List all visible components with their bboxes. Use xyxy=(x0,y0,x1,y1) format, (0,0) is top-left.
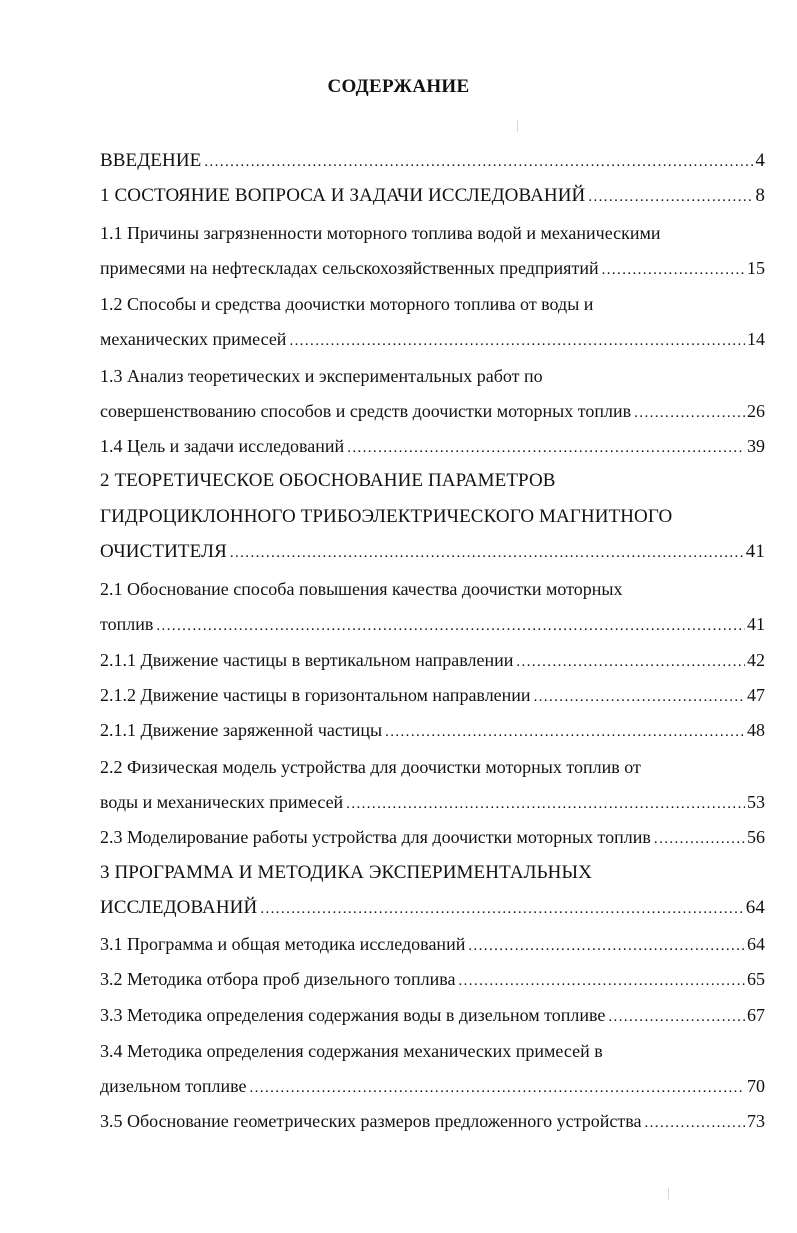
toc-leader-dots xyxy=(346,793,745,815)
toc-entry-2-1-line-1 xyxy=(100,578,765,600)
toc-leader-dots xyxy=(458,970,745,992)
toc-page-number: 53 xyxy=(747,792,765,812)
toc-leader-dots xyxy=(260,898,743,920)
toc-leader-dots xyxy=(534,686,745,708)
toc-entry-title: 3.2 Методика отбора проб дизельного топлива xyxy=(100,969,456,989)
toc-leader-dots xyxy=(204,151,753,173)
toc-entry-3-4-line-2 xyxy=(100,1075,765,1099)
toc-leader-dots xyxy=(588,186,753,208)
toc-entry-title: воды и механических примесей xyxy=(100,792,344,812)
scan-speck xyxy=(517,120,518,132)
toc-entry-1-2-line-1 xyxy=(100,293,765,315)
toc-leader-dots xyxy=(654,828,745,850)
toc-entry-title: ВВЕДЕНИЕ xyxy=(100,150,202,171)
toc-entry-3-4-line-1 xyxy=(100,1040,765,1062)
toc-entry-3-5 xyxy=(100,1110,765,1134)
toc-leader-dots xyxy=(156,615,745,637)
toc-page-number: 47 xyxy=(747,685,765,705)
toc-entry-title: 2.1 Обоснование способа повышения качества доочистки моторных xyxy=(100,579,623,599)
toc-entry-title: ИССЛЕДОВАНИЙ xyxy=(100,897,258,918)
toc-page-number: 8 xyxy=(755,185,765,206)
toc-entry-1-1-line-1 xyxy=(100,222,765,244)
toc-entry-title: 1.2 Способы и средства доочистки моторного топлива от воды и xyxy=(100,294,594,314)
toc-entry-title: 2 ТЕОРЕТИЧЕСКОЕ ОБОСНОВАНИЕ ПАРАМЕТРОВ xyxy=(100,470,556,491)
toc-page-number: 56 xyxy=(747,827,765,847)
toc-page-number: 64 xyxy=(747,934,765,954)
toc-entry-title: 1.1 Причины загрязненности моторного топлива водой и механическими xyxy=(100,223,661,243)
scan-speck xyxy=(668,1188,669,1200)
toc-entry-2-2-line-2 xyxy=(100,791,765,815)
toc-entry-3-3 xyxy=(100,1004,765,1028)
toc-entry-title: 3.1 Программа и общая методика исследований xyxy=(100,934,466,954)
toc-entry-title: 2.3 Моделирование работы устройства для доочистки моторных топлив xyxy=(100,827,651,847)
toc-leader-dots xyxy=(250,1077,745,1099)
toc-entry-title: 1.4 Цель и задачи исследований xyxy=(100,436,345,456)
toc-entry-chapter-2-line-1 xyxy=(100,470,765,492)
toc-entry-title: 3.3 Методика определения содержания воды в дизельном топливе xyxy=(100,1005,606,1025)
toc-leader-dots xyxy=(634,402,745,424)
toc-entry-title: топлив xyxy=(100,614,154,634)
toc-entry-title: 2.1.2 Движение частицы в горизонтальном направлении xyxy=(100,685,531,705)
toc-entry-title: 3 ПРОГРАММА И МЕТОДИКА ЭКСПЕРИМЕНТАЛЬНЫХ xyxy=(100,862,592,883)
toc-leader-dots xyxy=(385,721,745,743)
toc-entry-title: дизельном топливе xyxy=(100,1076,247,1096)
toc-entry-chapter-3-line-1 xyxy=(100,862,765,884)
toc-entry-chapter-3-line-2 xyxy=(100,897,765,920)
toc-page-number: 42 xyxy=(747,650,765,670)
toc-entry-title: ГИДРОЦИКЛОННОГО ТРИБОЭЛЕКТРИЧЕСКОГО МАГНИТНОГО xyxy=(100,506,673,527)
toc-leader-dots xyxy=(347,437,745,459)
toc-entry-2-1-2 xyxy=(100,684,765,708)
toc-entry-3-1 xyxy=(100,933,765,957)
toc-page-number: 26 xyxy=(747,401,765,421)
toc-entry-title: 2.2 Физическая модель устройства для доочистки моторных топлив от xyxy=(100,757,641,777)
toc-entry-title: механических примесей xyxy=(100,329,287,349)
toc-entry-2-2-line-1 xyxy=(100,756,765,778)
toc-leader-dots xyxy=(602,259,745,281)
toc-entry-chapter-1 xyxy=(100,185,765,208)
toc-entry-chapter-2-line-3 xyxy=(100,541,765,564)
toc-entry-title: 1.3 Анализ теоретических и экспериментальных работ по xyxy=(100,366,543,386)
toc-leader-dots xyxy=(516,651,745,673)
toc-entry-title: 3.5 Обоснование геометрических размеров предложенного устройства xyxy=(100,1111,642,1131)
toc-entry-1-4 xyxy=(100,435,765,459)
toc-entry-title: примесями на нефтескладах сельскохозяйственных предприятий xyxy=(100,258,599,278)
toc-page-number: 15 xyxy=(747,258,765,278)
toc-leader-dots xyxy=(608,1006,745,1028)
toc-entry-3-2 xyxy=(100,968,765,992)
toc-entry-title: 2.1.1 Движение частицы в вертикальном направлении xyxy=(100,650,514,670)
toc-entry-1-3-line-2 xyxy=(100,400,765,424)
toc-leader-dots xyxy=(230,542,744,564)
toc-entry-chapter-2-line-2 xyxy=(100,506,765,528)
toc-leader-dots xyxy=(468,935,745,957)
toc-page-number: 48 xyxy=(747,720,765,740)
toc-page-number: 41 xyxy=(745,541,765,562)
toc-entry-1-2-line-2 xyxy=(100,328,765,352)
toc-entry-2-1-1 xyxy=(100,649,765,673)
toc-page-number: 67 xyxy=(747,1005,765,1025)
toc-leader-dots xyxy=(289,330,745,352)
toc-entry-title: совершенствованию способов и средств доочистки моторных топлив xyxy=(100,401,632,421)
toc-page-number: 39 xyxy=(747,436,765,456)
toc-page-number: 4 xyxy=(755,150,765,171)
toc-page-number: 65 xyxy=(747,969,765,989)
toc-leader-dots xyxy=(645,1112,746,1134)
toc-entry-introduction xyxy=(100,150,765,173)
toc-entry-2-1-1-charged xyxy=(100,719,765,743)
toc-entry-title: 2.1.1 Движение заряженной частицы xyxy=(100,720,383,740)
toc-entry-title: 1 СОСТОЯНИЕ ВОПРОСА И ЗАДАЧИ ИССЛЕДОВАНИЙ xyxy=(100,185,586,206)
toc-entry-1-3-line-1 xyxy=(100,365,765,387)
page-title: СОДЕРЖАНИЕ xyxy=(327,76,470,97)
toc-page-number: 73 xyxy=(747,1111,765,1131)
toc-entry-2-1-line-2 xyxy=(100,613,765,637)
toc-page-number: 64 xyxy=(745,897,765,918)
toc-entry-1-1-line-2 xyxy=(100,257,765,281)
toc-entry-title: ОЧИСТИТЕЛЯ xyxy=(100,541,227,562)
toc-page-number: 41 xyxy=(747,614,765,634)
toc-entry-2-3 xyxy=(100,826,765,850)
toc-page-number: 70 xyxy=(747,1076,765,1096)
toc-page-number: 14 xyxy=(747,329,765,349)
toc-entry-title: 3.4 Методика определения содержания механических примесей в xyxy=(100,1041,603,1061)
